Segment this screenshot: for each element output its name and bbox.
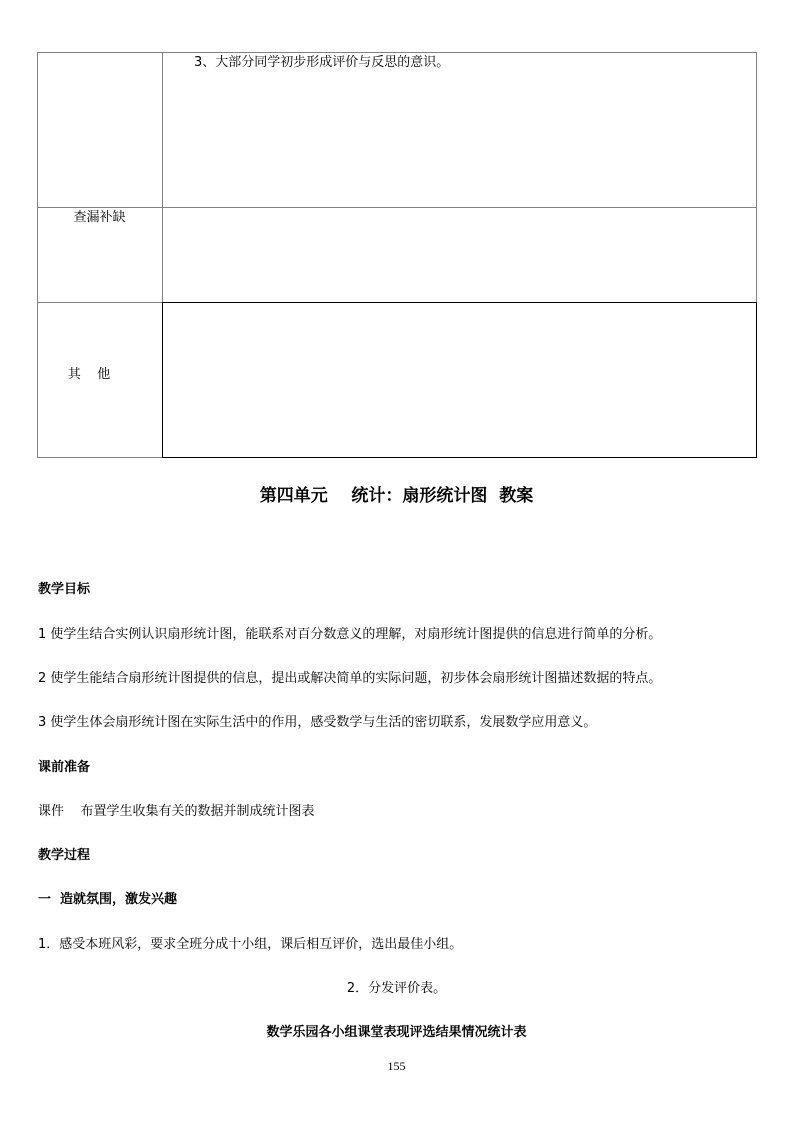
section-heading: 课前准备 — [38, 760, 91, 775]
table-caption: 数学乐园各小组课堂表现评选结果情况统计表 — [266, 1025, 527, 1040]
section-heading: 教学过程 — [38, 848, 91, 863]
table-row-label: 查漏补缺 — [73, 210, 126, 225]
table-border-top — [37, 52, 757, 53]
page-number: 155 — [387, 1059, 406, 1073]
evaluation-table — [37, 52, 757, 458]
paragraph: 3 使学生体会扇形统计图在实际生活中的作用，感受数学与生活的密切联系，发展数学应用意义。 — [38, 715, 597, 730]
table-row-label: 其 他 — [67, 367, 111, 382]
table-cell-other-content — [162, 302, 757, 458]
paragraph: 1 使学生结合实例认识扇形统计图，能联系对百分数意义的理解，对扇形统计图提供的信息进行简单的分析。 — [38, 627, 662, 642]
paragraph: 2．分发评价表。 — [346, 981, 447, 996]
section-heading: 教学目标 — [38, 582, 91, 597]
table-border-left — [37, 52, 38, 458]
document-title: 第四单元 统计：扇形统计图 教案 — [259, 486, 534, 506]
subsection-heading: 一 造就氛围，激发兴趣 — [38, 892, 178, 907]
paragraph: 课件 布置学生收集有关的数据并制成统计图表 — [38, 804, 315, 819]
table-cell-text: 3、大部分同学初步形成评价与反思的意识。 — [194, 55, 450, 70]
table-row-divider — [37, 207, 757, 208]
paragraph: 1．感受本班风彩，要求全班分成十小组，课后相互评价，选出最佳小组。 — [38, 937, 463, 952]
paragraph: 2 使学生能结合扇形统计图提供的信息，提出或解决简单的实际问题，初步体会扇形统计图描述数据的特点。 — [38, 671, 662, 686]
